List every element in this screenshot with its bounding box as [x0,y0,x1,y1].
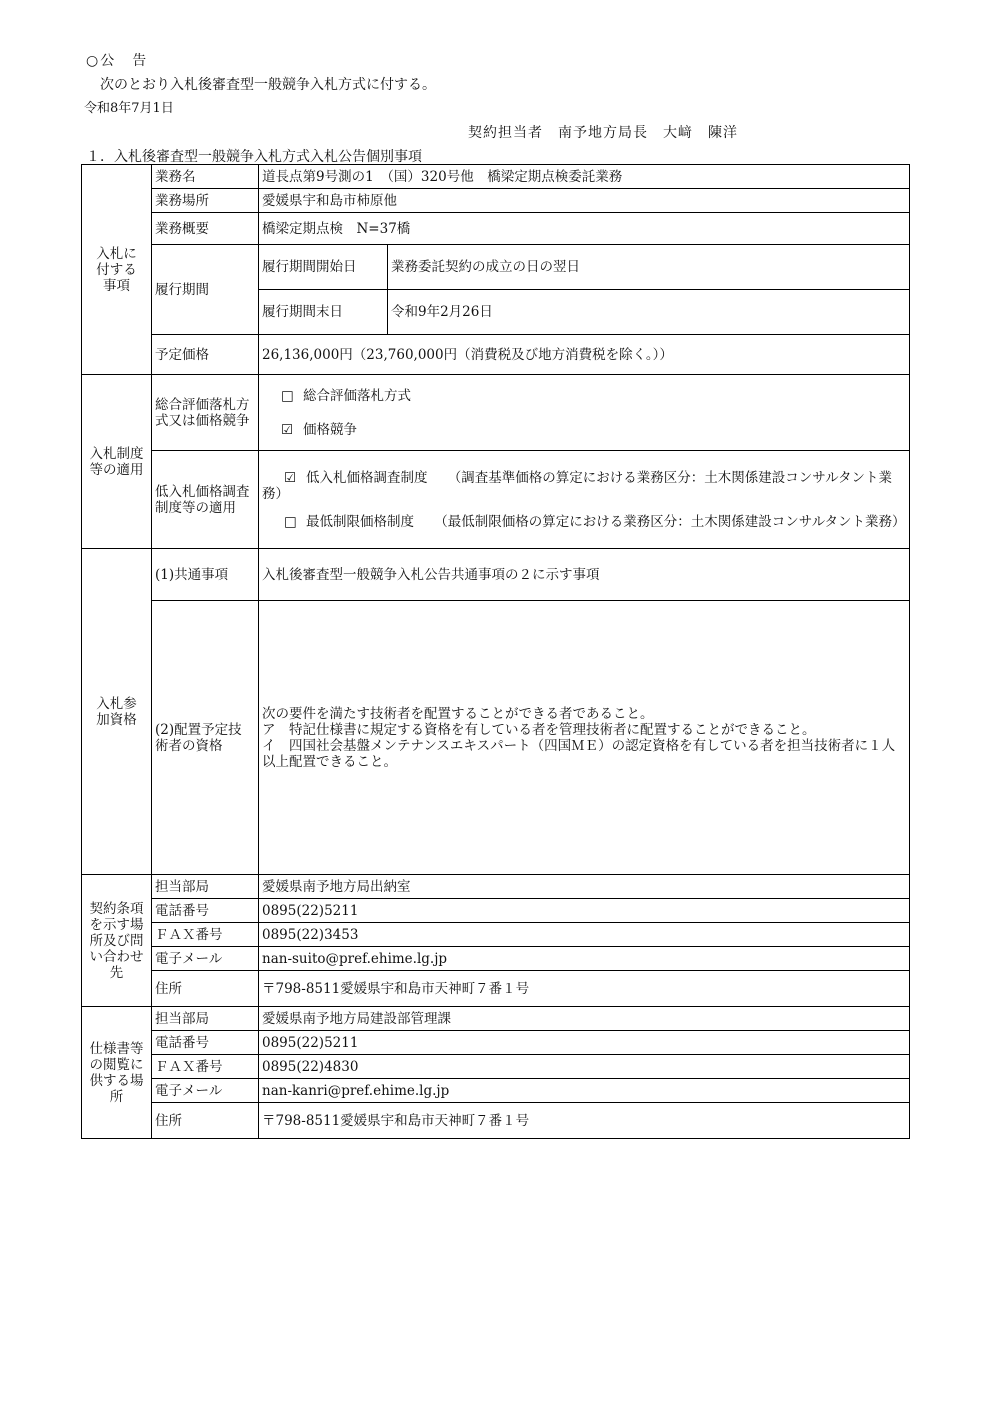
spec-tel-label: 電話番号 [152,1031,259,1055]
location-label: 業務場所 [152,189,259,213]
common-value: 入札後審査型一般競争入札公告共通事項の２に示す事項 [259,549,910,601]
table-row [82,875,910,899]
table-row [82,923,910,947]
low-bid-options [259,451,910,549]
option-comprehensive-label: 総合評価落札方式 [303,387,411,404]
engineer-label: (2)配置予定技術者の資格 [152,601,259,875]
contract-address-label: 住所 [152,971,259,1007]
common-label: (1)共通事項 [152,549,259,601]
checkbox-unchecked-icon: □ [281,387,294,404]
table-row [82,213,910,245]
price-label: 予定価格 [152,335,259,375]
contract-email-label: 電子メール [152,947,259,971]
table-row [82,1079,910,1103]
contract-fax-value: 0895(22)3453 [259,923,910,947]
contract-dept-value: 愛媛県南予地方局出納室 [259,875,910,899]
spec-email-value: nan-kanri@pref.ehime.lg.jp [259,1079,910,1103]
business-name-value: 道長点第9号測の1 （国）320号他 橋梁定期点検委託業務 [259,165,910,189]
spec-email-label: 電子メール [152,1079,259,1103]
notice-date: 令和8年7月1日 [84,101,174,116]
table-row [82,165,910,189]
option-price-label: 価格競争 [303,421,357,438]
price-value: 26,136,000円（23,760,000円（消費税及び地方消費税を除く。）） [259,335,910,375]
table-row [82,971,910,1007]
spec-fax-value: 0895(22)4830 [259,1055,910,1079]
option-minimum-price[interactable] [262,514,906,530]
option-low-bid-survey-label: 低入札価格調査制度 （調査基準価格の算定における業務区分：土木関係建設コンサルタント業務） [262,469,893,502]
table-row [82,451,910,549]
bid-details-table [81,164,910,1139]
option-low-bid-survey[interactable] [262,470,906,502]
spec-fax-label: ＦＡＸ番号 [152,1055,259,1079]
low-bid-label: 低入札価格調査制度等の適用 [152,451,259,549]
table-row [82,1055,910,1079]
business-name-label: 業務名 [152,165,259,189]
table-row [82,189,910,213]
table-row [82,335,910,375]
location-value: 愛媛県宇和島市柿原他 [259,189,910,213]
table-row [82,245,910,290]
table-row [82,947,910,971]
summary-label: 業務概要 [152,213,259,245]
checkbox-checked-icon: ☑ [281,421,294,438]
period-label: 履行期間 [152,245,259,335]
option-price[interactable] [281,422,906,438]
period-start-value: 業務委託契約の成立の日の翌日 [388,245,910,290]
contract-officer: 契約担当者 南予地方局長 大﨑 陳洋 [468,125,738,141]
category-contract [82,875,152,1007]
contract-fax-label: ＦＡＸ番号 [152,923,259,947]
contract-email-value: nan-suito@pref.ehime.lg.jp [259,947,910,971]
engineer-line: 次の要件を満たす技術者を配置することができる者であること。 [262,705,654,722]
method-options [259,375,910,451]
summary-value: 橋梁定期点検 N=37橋 [259,213,910,245]
spec-address-value: 〒798-8511愛媛県宇和島市天神町７番１号 [259,1103,910,1139]
notice-heading: ○公 告 [86,53,149,69]
category-bid [82,165,152,375]
option-comprehensive[interactable] [281,388,906,404]
spec-dept-label: 担当部局 [152,1007,259,1031]
table-row [82,1031,910,1055]
checkbox-unchecked-icon: □ [284,513,297,530]
checkbox-checked-icon: ☑ [284,469,297,486]
spec-tel-value: 0895(22)5211 [259,1031,910,1055]
table-row [82,1103,910,1139]
category-qualification [82,549,152,875]
category-contract-label: 契約条項を示す場所及び問い合わせ先 [89,900,144,981]
category-system-label: 入札制度等の適用 [89,445,144,478]
category-qualification-label: 入札参加資格 [96,695,137,728]
contract-tel-label: 電話番号 [152,899,259,923]
engineer-requirements [259,601,910,875]
spec-address-label: 住所 [152,1103,259,1139]
table-row [82,375,910,451]
contract-tel-value: 0895(22)5211 [259,899,910,923]
method-label: 総合評価落札方式又は価格競争 [152,375,259,451]
category-bid-label: 入札に付する事項 [96,245,137,294]
period-end-label: 履行期間末日 [259,290,388,335]
section-title: １．入札後審査型一般競争入札方式入札公告個別事項 [86,149,422,165]
period-end-value: 令和9年2月26日 [388,290,910,335]
category-spec [82,1007,152,1139]
table-row [82,601,910,875]
contract-dept-label: 担当部局 [152,875,259,899]
category-spec-label: 仕様書等の閲覧に供する場所 [89,1040,144,1105]
contract-address-value: 〒798-8511愛媛県宇和島市天神町７番１号 [259,971,910,1007]
engineer-line: ア 特記仕様書に規定する資格を有している者を管理技術者に配置することができること。 [262,721,816,738]
table-row [82,899,910,923]
table-row [82,1007,910,1031]
engineer-line: イ 四国社会基盤メンテナンスエキスパート（四国ＭＥ）の認定資格を有している者を担当技術者に１人以上配置できること。 [262,737,896,770]
option-minimum-price-label: 最低制限価格制度 （最低制限価格の算定における業務区分：土木関係建設コンサルタント業務） [306,513,906,530]
category-system [82,375,152,549]
period-start-label: 履行期間開始日 [259,245,388,290]
spec-dept-value: 愛媛県南予地方局建設部管理課 [259,1007,910,1031]
table-row [82,549,910,601]
notice-intro: 次のとおり入札後審査型一般競争入札方式に付する。 [100,77,436,93]
